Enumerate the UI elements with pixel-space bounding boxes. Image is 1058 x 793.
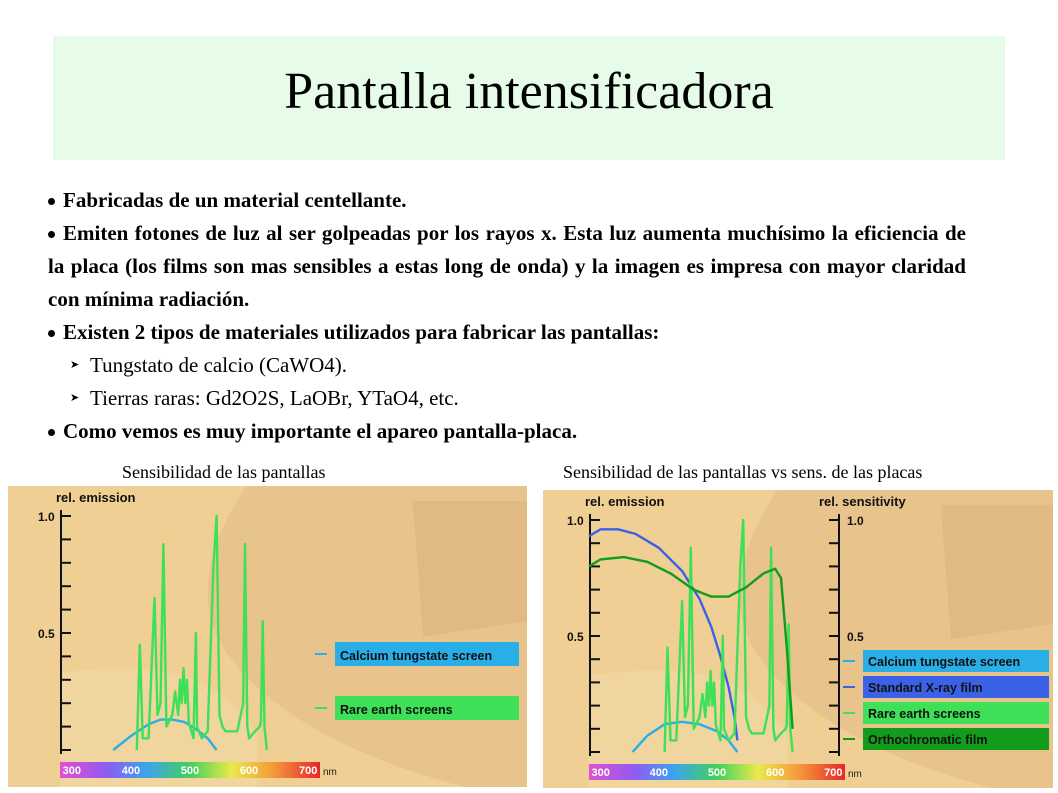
y2-axis-label: rel. sensitivity: [819, 494, 906, 509]
chart-caption-right: Sensibilidad de las pantallas vs sens. de las placas: [563, 462, 923, 482]
bullet-dot-icon: [48, 198, 55, 205]
chart-screens: [8, 486, 527, 787]
x-tick-label: 700: [299, 765, 318, 777]
background-shape: [413, 501, 527, 636]
background-shape: [941, 505, 1053, 639]
legend-label: Rare earth screens: [340, 703, 453, 717]
x-tick-label: 700: [824, 767, 843, 779]
bullet-item: Como vemos es muy importante el apareo pantalla-placa.: [48, 415, 966, 448]
chart-screens-vs-films: [543, 490, 1053, 788]
y-tick-label: 1.0: [567, 514, 584, 528]
legend-label: Rare earth screens: [868, 707, 981, 721]
chart-screens-vs-films-svg: [543, 490, 1053, 788]
y-tick-label: 0.5: [38, 627, 55, 641]
x-tick-label: 300: [591, 767, 610, 779]
y-tick-label: 1.0: [38, 510, 55, 524]
bullet-item: Emiten fotones de luz al ser golpeadas por los rayos x. Esta luz aumenta muchísimo la eficiencia de la placa (los films son mas sensibles a estas long de onda) y la imagen es impresa con mayor claridad con mínima radiación.: [48, 221, 966, 311]
bullet-item: Fabricadas de un material centellante.: [48, 184, 966, 217]
x-tick-label: 400: [121, 765, 141, 777]
y-tick-label: 0.5: [567, 630, 584, 644]
sub-bullet-item: ➤ Tungstato de calcio (CaWO4).: [48, 349, 966, 382]
bullet-list: [48, 184, 966, 448]
y-axis-label: rel. emission: [56, 490, 136, 505]
slide-title: Pantalla intensificadora: [284, 63, 774, 120]
y-axis-label: rel. emission: [585, 494, 665, 509]
x-tick-label: 500: [707, 767, 727, 779]
arrow-bullet-icon: ➤: [70, 359, 80, 371]
legend-label: Standard X-ray film: [868, 681, 983, 695]
legend-label: Calcium tungstate screen: [340, 649, 493, 663]
x-tick-label: 500: [180, 765, 200, 777]
bullet-dot-icon: [48, 330, 55, 337]
x-axis-unit: nm: [323, 767, 337, 778]
x-tick-label: 300: [62, 765, 81, 777]
arrow-bullet-icon: ➤: [70, 392, 80, 404]
legend-label: Orthochromatic film: [868, 733, 988, 747]
y2-tick-label: 0.5: [847, 630, 864, 644]
x-tick-label: 600: [239, 765, 259, 777]
bullet-dot-icon: [48, 429, 55, 436]
legend-label: Calcium tungstate screen: [868, 655, 1021, 669]
chart-caption-left: Sensibilidad de las pantallas: [122, 462, 326, 482]
bullet-dot-icon: [48, 231, 55, 238]
x-tick-label: 400: [649, 767, 668, 779]
x-axis-unit: nm: [848, 769, 862, 780]
chart-screens-svg: [8, 486, 527, 787]
x-tick-label: 600: [766, 767, 785, 779]
y2-tick-label: 1.0: [847, 514, 864, 528]
sub-bullet-item: ➤ Tierras raras: Gd2O2S, LaOBr, YTaO4, etc.: [48, 382, 966, 415]
bullet-item: Existen 2 tipos de materiales utilizados para fabricar las pantallas:: [48, 316, 966, 349]
